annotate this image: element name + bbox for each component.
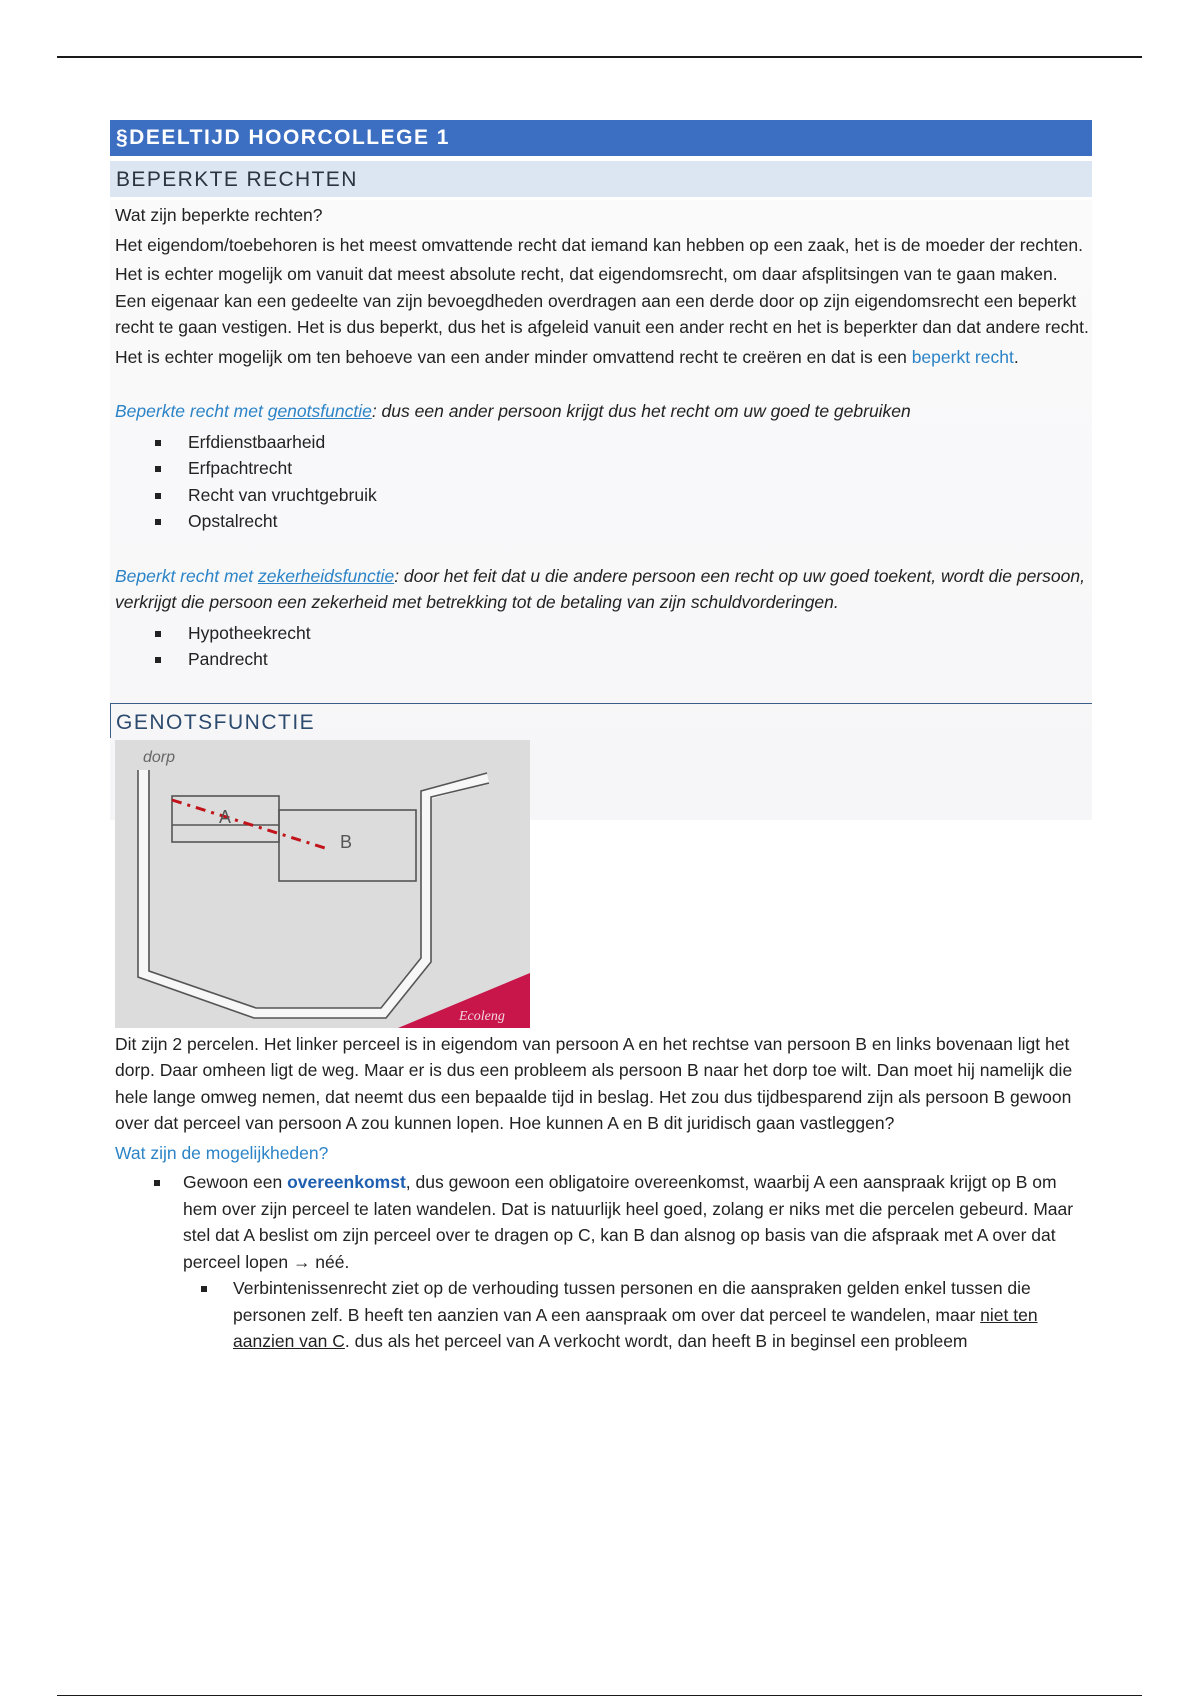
options-question: Wat zijn de mogelijkheden?	[115, 1142, 329, 1163]
intro-question: Wat zijn beperkte rechten?	[115, 205, 323, 225]
bottom-rule	[57, 1695, 1142, 1696]
zekerheidsfunctie-lead: Beperkt recht met zekerheidsfunctie: door het feit dat u die andere persoon een recht op uw goed toekent, wordt die persoon, verkrijgt die persoon een zekerheid met betrekking tot de betaling van zijn schuldvorderingen.	[115, 565, 1085, 612]
zekerheidsfunctie-list	[110, 620, 1092, 673]
list-item: Opstalrecht	[110, 508, 1092, 535]
parcel-b-label: B	[340, 831, 353, 852]
sublist-item: Verbintenissenrecht ziet op de verhouding tussen personen en die aanspraken gelden enkel tussen die personen zelf. B heeft ten aanzien van A een aanspraak om over dat perceel te wandelen, maar niet ten aanzien van C. dus als het perceel van A verkocht wordt, dan heeft B in beginsel een probleem	[110, 1275, 1092, 1355]
list-item: Pandrecht	[110, 646, 1092, 673]
list-item: Hypotheekrecht	[110, 620, 1092, 647]
list-item-overeenkomst: Gewoon een overeenkomst, dus gewoon een obligatoire overeenkomst, waarbij A een aanspraak krijgt op B om hem over zijn perceel te laten wandelen. Dat is natuurlijk heel goed, zolang er niks met die percelen gebeurd. Maar stel dat A beslist om zijn perceel over te dragen op C, kan B dan alsnog op basis van die afspraak met A over dat perceel lopen → néé.	[110, 1169, 1092, 1275]
page-title: §DEELTIJD HOORCOLLEGE 1	[110, 120, 1092, 156]
village-label: dorp	[143, 748, 176, 766]
parcel-diagram	[115, 740, 530, 1028]
genotsfunctie-link[interactable]: genotsfunctie	[267, 401, 372, 421]
diagram-explanation: Dit zijn 2 percelen. Het linker perceel is in eigendom van persoon A en het rechtse van persoon B en links bovenaan ligt het dorp. Daar omheen ligt de weg. Maar er is dus een probleem als persoon B naar het dorp toe wilt. Dan moet hij namelijk die hele lange omweg nemen, dat neemt dus een bepaalde tijd in beslag. Het zou dus tijdbesparend zijn als persoon B gewoon over dat perceel van persoon A zou kunnen lopen. Hoe kunnen A en B dit juridisch gaan vastleggen?	[115, 1033, 1073, 1133]
beperkt-recht-link[interactable]: beperkt recht	[911, 346, 1014, 367]
genotsfunctie-list	[110, 429, 1092, 535]
options-sublist	[110, 1275, 1092, 1355]
document-content	[110, 120, 1092, 1355]
genotsfunctie-lead: Beperkte recht met genotsfunctie: dus een ander persoon krijgt dus het recht om uw goed te gebruiken	[115, 401, 911, 421]
list-item: Erfpachtrecht	[110, 455, 1092, 482]
list-item: Recht van vruchtgebruik	[110, 482, 1092, 509]
intro-paragraph-2: Het is echter mogelijk om vanuit dat meest absolute recht, dat eigendomsrecht, om daar afsplitsingen van te gaan maken. Een eigenaar kan een gedeelte van zijn bevoegdheden overdragen aan een derde door op zijn eigendomsrecht een beperkt recht te gaan vestigen. Het is dus beperkt, dus het is afgeleid vanuit een ander recht en het is beperkter dan dat andere recht.	[115, 264, 1089, 337]
zekerheidsfunctie-link[interactable]: zekerheidsfunctie	[257, 565, 395, 586]
overeenkomst-term: overeenkomst	[287, 1172, 406, 1192]
parcel-diagram-svg	[115, 740, 530, 1028]
top-rule	[57, 56, 1142, 58]
section-heading-beperkte-rechten: BEPERKTE RECHTEN	[110, 161, 1092, 197]
signature-logo: Ecoleng	[459, 1008, 505, 1024]
intro-paragraph-3: Het is echter mogelijk om ten behoeve van een ander minder omvattend recht te creëren en dat is een beperkt recht.	[115, 346, 1019, 367]
options-list	[110, 1169, 1092, 1275]
parcel-a-label: A	[219, 806, 232, 827]
list-item: Erfdienstbaarheid	[110, 429, 1092, 456]
intro-paragraph-1: Het eigendom/toebehoren is het meest omvattende recht dat iemand kan hebben op een zaak, het is de moeder der rechten.	[115, 234, 1083, 255]
section-heading-genotsfunctie: GENOTSFUNCTIE	[110, 703, 1092, 738]
underlined-phrase: niet ten aanzien van C	[233, 1304, 1038, 1351]
